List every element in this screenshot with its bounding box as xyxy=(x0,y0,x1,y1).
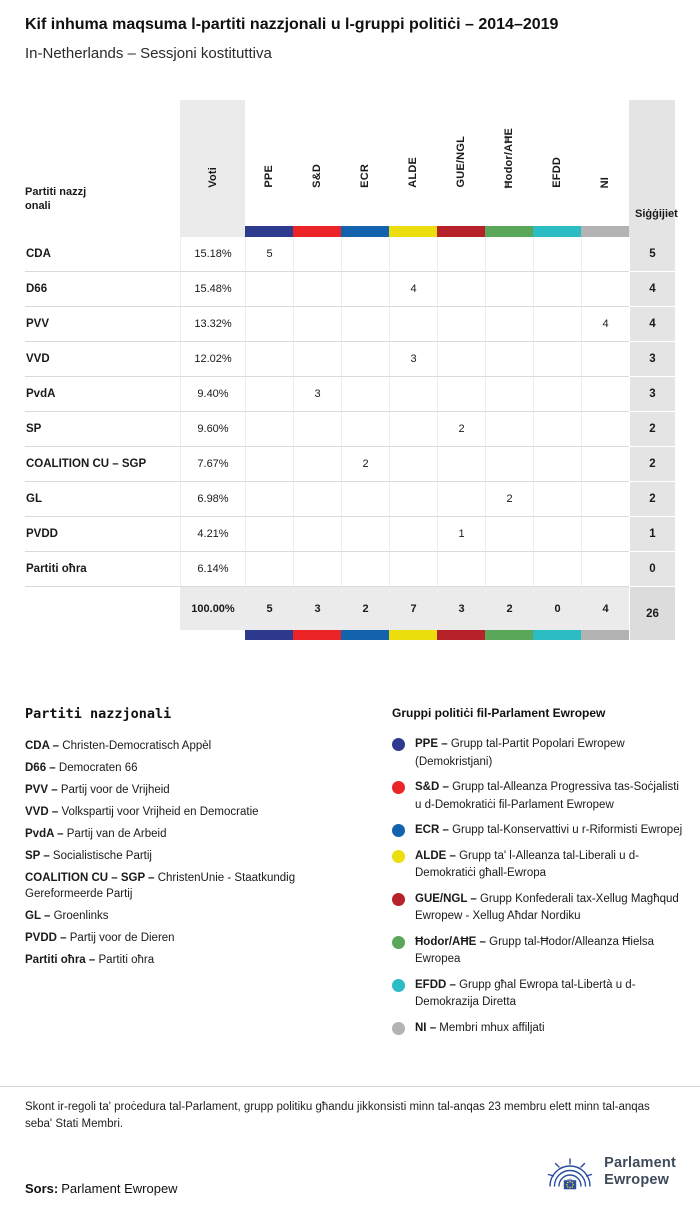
group-seats-cell xyxy=(293,482,341,517)
legend-party-item xyxy=(25,826,373,842)
group-seats-cell xyxy=(533,517,581,552)
group-seats-cell xyxy=(581,412,629,447)
legend-group-name: Membri mhux affiljati xyxy=(439,1021,545,1034)
table-row xyxy=(25,447,675,482)
group-color-bar xyxy=(485,226,533,237)
row-seats-total-cell: 5 xyxy=(629,237,675,272)
group-column-header xyxy=(533,100,581,237)
group-seats-cell xyxy=(437,342,485,377)
group-seats-cell: 4 xyxy=(581,307,629,342)
group-seats-cell xyxy=(341,342,389,377)
parliament-logo-mark xyxy=(544,1150,596,1194)
legend-party-abbr: PvdA – xyxy=(25,828,67,840)
group-column-header-label: GUE/NGL xyxy=(455,136,467,188)
party-name-cell: PVDD xyxy=(25,517,180,552)
legend-group-abbr: S&D – xyxy=(415,781,453,793)
votes-cell: 15.18% xyxy=(180,237,245,272)
group-seats-cell xyxy=(485,307,533,342)
party-name-cell: SP xyxy=(25,412,180,447)
group-seats-cell xyxy=(581,237,629,272)
group-color-dot xyxy=(392,824,405,837)
group-seats-cell xyxy=(341,377,389,412)
group-color-bar-bottom xyxy=(437,630,485,640)
legend-party-abbr: GL – xyxy=(25,910,54,922)
national-parties-legend xyxy=(25,706,373,974)
table-row xyxy=(25,342,675,377)
group-seats-cell xyxy=(245,342,293,377)
group-seats-cell xyxy=(437,272,485,307)
table-row xyxy=(25,307,675,342)
group-seats-cell xyxy=(245,482,293,517)
legend-group-text xyxy=(415,977,684,1012)
group-color-dot xyxy=(392,936,405,949)
legend-party-name: Volkspartij voor Vrijheid en Democratie xyxy=(61,806,259,818)
legend-group-item xyxy=(392,977,684,1012)
group-column-header xyxy=(485,100,533,237)
group-seats-cell xyxy=(293,342,341,377)
group-seats-cell xyxy=(485,272,533,307)
page-subtitle: In-Netherlands – Sessjoni kostituttiva xyxy=(25,45,272,62)
group-color-bar xyxy=(341,226,389,237)
group-column-header-label: EFDD xyxy=(551,157,563,188)
group-color-bar-bottom xyxy=(533,630,581,640)
group-seats-cell xyxy=(293,447,341,482)
row-seats-total-cell: 4 xyxy=(629,272,675,307)
votes-cell: 12.02% xyxy=(180,342,245,377)
row-seats-total-cell: 3 xyxy=(629,342,675,377)
group-seats-cell xyxy=(245,307,293,342)
group-column-header-label: ALDE xyxy=(407,157,419,188)
group-seats-cell xyxy=(437,447,485,482)
legend-party-name: Democraten 66 xyxy=(58,762,138,774)
legend-group-name: Grupp għal Ewropa tal-Libertà u d-Demokrazija Diretta xyxy=(415,978,636,1008)
party-name-cell: GL xyxy=(25,482,180,517)
legend-group-item xyxy=(392,1020,684,1038)
legend-party-abbr: PVV – xyxy=(25,784,61,796)
group-seats-cell xyxy=(485,342,533,377)
row-seats-total-cell: 1 xyxy=(629,517,675,552)
group-seats-cell: 5 xyxy=(245,237,293,272)
legend-group-item xyxy=(392,891,684,926)
legend-party-abbr: VVD – xyxy=(25,806,62,818)
legend-group-abbr: GUE/NGL – xyxy=(415,892,480,905)
group-color-bar xyxy=(389,226,437,237)
row-seats-total-cell: 2 xyxy=(629,447,675,482)
legend-party-item xyxy=(25,930,373,946)
legend-party-abbr: COALITION CU – SGP – xyxy=(25,872,158,884)
source-line xyxy=(25,1181,178,1196)
group-seats-cell xyxy=(485,447,533,482)
source-label: Sors: xyxy=(25,1181,59,1196)
group-color-bar xyxy=(245,226,293,237)
legend-group-item xyxy=(392,822,684,840)
table-row xyxy=(25,482,675,517)
legend-party-name: Partiti oħra xyxy=(98,954,155,966)
legend-party-item xyxy=(25,760,373,776)
party-column-header-label: Partiti nazzjonali xyxy=(25,186,87,212)
total-group-seats-cell: 3 xyxy=(437,587,485,630)
seats-column-header xyxy=(629,100,678,237)
total-group-seats-cell: 7 xyxy=(389,587,437,630)
group-column-header xyxy=(341,100,389,237)
group-seats-cell xyxy=(389,237,437,272)
group-column-header xyxy=(389,100,437,237)
group-color-bar-bottom xyxy=(245,630,293,640)
total-group-seats-cell: 3 xyxy=(293,587,341,630)
group-seats-cell xyxy=(245,377,293,412)
votes-cell: 6.98% xyxy=(180,482,245,517)
group-seats-cell: 2 xyxy=(485,482,533,517)
group-column-header-label: NI xyxy=(599,176,611,188)
legend-party-item xyxy=(25,952,373,968)
legend-group-name: Grupp tal-Alleanza Progressiva tas-Soċjalisti u d-Demokratiċi fil-Parlament Ewropew xyxy=(415,781,679,811)
legend-group-text xyxy=(415,736,684,771)
group-color-bar xyxy=(437,226,485,237)
group-seats-cell xyxy=(293,552,341,587)
group-seats-cell xyxy=(533,272,581,307)
group-seats-cell xyxy=(341,412,389,447)
group-seats-cell xyxy=(437,482,485,517)
group-seats-cell xyxy=(389,307,437,342)
group-seats-cell xyxy=(533,237,581,272)
legend-group-item xyxy=(392,736,684,771)
table-body xyxy=(25,237,675,587)
legend-party-abbr: D66 – xyxy=(25,762,59,774)
group-seats-cell xyxy=(533,447,581,482)
total-group-seats-cell: 0 xyxy=(533,587,581,630)
group-seats-cell xyxy=(341,482,389,517)
group-seats-cell xyxy=(245,272,293,307)
political-groups-legend-title: Gruppi politiċi fil-Parlament Ewropew xyxy=(392,706,606,720)
legend-group-text xyxy=(415,891,684,926)
row-seats-total-cell: 3 xyxy=(629,377,675,412)
group-seats-cell xyxy=(533,412,581,447)
group-color-dot xyxy=(392,979,405,992)
group-color-dot xyxy=(392,893,405,906)
legend-party-abbr: PVDD – xyxy=(25,932,70,944)
legend-group-abbr: EFDD – xyxy=(415,978,460,991)
group-seats-cell xyxy=(341,237,389,272)
group-seats-cell xyxy=(485,377,533,412)
group-seats-cell xyxy=(485,552,533,587)
group-seats-cell xyxy=(389,482,437,517)
group-seats-cell xyxy=(245,552,293,587)
group-column-header xyxy=(581,100,629,237)
group-seats-cell xyxy=(245,517,293,552)
votes-column-header-label: Voti xyxy=(206,167,219,188)
votes-cell: 9.40% xyxy=(180,377,245,412)
group-seats-cell xyxy=(293,237,341,272)
legend-group-name: Grupp Konfederali tax-Xellug Magħqud Ewropew - Xellug Aħdar Nordiku xyxy=(415,892,679,922)
group-seats-cell xyxy=(533,342,581,377)
votes-cell: 6.14% xyxy=(180,552,245,587)
source-value: Parlament Ewropew xyxy=(61,1181,178,1196)
legend-group-text xyxy=(415,779,684,814)
group-seats-cell: 3 xyxy=(293,377,341,412)
votes-cell: 15.48% xyxy=(180,272,245,307)
group-column-header xyxy=(437,100,485,237)
group-seats-cell xyxy=(581,272,629,307)
group-seats-cell xyxy=(581,447,629,482)
legend-party-abbr: SP – xyxy=(25,850,53,862)
row-seats-total-cell: 2 xyxy=(629,482,675,517)
party-name-cell: D66 xyxy=(25,272,180,307)
legend-party-name: Christen-Democratisch Appèl xyxy=(62,740,212,752)
group-seats-cell xyxy=(533,307,581,342)
group-seats-cell xyxy=(581,552,629,587)
table-row xyxy=(25,412,675,447)
legend-group-name: Grupp tal-Partit Popolari Ewropew (Demokristjani) xyxy=(415,738,625,768)
group-seats-cell xyxy=(581,342,629,377)
legend-party-abbr: CDA – xyxy=(25,740,63,752)
group-seats-cell xyxy=(485,517,533,552)
legend-group-text xyxy=(415,848,684,883)
results-table xyxy=(25,100,678,640)
group-seats-cell xyxy=(485,412,533,447)
total-votes-cell: 100.00% xyxy=(180,587,245,630)
group-seats-cell xyxy=(389,377,437,412)
group-color-dot xyxy=(392,738,405,751)
legend-party-name: Partij van de Arbeid xyxy=(66,828,167,840)
group-color-bar xyxy=(293,226,341,237)
legend-party-item xyxy=(25,908,373,924)
legend-party-name: Groenlinks xyxy=(53,910,109,922)
legend-party-name: Socialistische Partij xyxy=(52,850,152,862)
group-seats-cell xyxy=(389,412,437,447)
group-seats-cell xyxy=(437,237,485,272)
votes-cell: 13.32% xyxy=(180,307,245,342)
group-seats-cell xyxy=(389,517,437,552)
group-seats-cell xyxy=(437,307,485,342)
legend-group-item xyxy=(392,934,684,969)
political-groups-legend xyxy=(392,706,684,1045)
total-group-seats-cell: 2 xyxy=(485,587,533,630)
group-column-header-label: Ħodor/AĦE xyxy=(503,127,515,188)
legend-party-item xyxy=(25,782,373,798)
row-seats-total-cell: 4 xyxy=(629,307,675,342)
legend-group-text xyxy=(415,934,684,969)
national-parties-legend-title: Partiti nazzjonali xyxy=(25,706,172,722)
group-seats-cell: 2 xyxy=(437,412,485,447)
group-seats-cell xyxy=(485,237,533,272)
legend-party-item xyxy=(25,804,373,820)
legend-group-text xyxy=(415,822,682,840)
group-column-header xyxy=(245,100,293,237)
group-seats-cell xyxy=(245,447,293,482)
table-total-row xyxy=(25,587,675,640)
footer-divider xyxy=(0,1086,700,1087)
group-seats-cell xyxy=(533,552,581,587)
group-color-dot xyxy=(392,781,405,794)
footnote: Skont ir-regoli ta' proċedura tal-Parlament, grupp politiku għandu jikkonsisti minn tal-anqas 23 membru elett minn tal-anqas seba' Stati Membri. xyxy=(25,1101,650,1130)
row-seats-total-cell: 2 xyxy=(629,412,675,447)
group-color-bar-bottom xyxy=(293,630,341,640)
legend-group-abbr: PPE – xyxy=(415,738,451,750)
row-seats-total-cell: 0 xyxy=(629,552,675,587)
logo-line1: Parlament xyxy=(604,1155,676,1171)
total-group-seats-cell: 2 xyxy=(341,587,389,630)
legend-group-name: Grupp ta' l-Alleanza tal-Liberali u d-Demokratiċi għall-Ewropa xyxy=(415,849,639,879)
table-header-row xyxy=(25,100,678,237)
votes-cell: 7.67% xyxy=(180,447,245,482)
group-column-header-label: PPE xyxy=(263,165,275,188)
group-color-bar-bottom xyxy=(389,630,437,640)
legend-party-name: Partij voor de Vrijheid xyxy=(60,784,170,796)
table-row xyxy=(25,272,675,307)
group-seats-cell xyxy=(341,272,389,307)
legend-party-abbr: Partiti oħra – xyxy=(25,954,99,966)
legend-group-text xyxy=(415,1020,545,1038)
group-color-dot xyxy=(392,850,405,863)
legend-group-item xyxy=(392,779,684,814)
party-name-cell: VVD xyxy=(25,342,180,377)
group-seats-cell xyxy=(341,517,389,552)
logo-line2: Ewropew xyxy=(604,1172,670,1188)
legend-group-name: Grupp tal-Ħodor/Alleanza Ħielsa Ewropea xyxy=(415,935,655,965)
political-groups-legend-list xyxy=(392,736,684,1037)
group-seats-cell xyxy=(293,272,341,307)
group-column-header xyxy=(293,100,341,237)
group-color-bar xyxy=(581,226,629,237)
votes-cell: 9.60% xyxy=(180,412,245,447)
total-row-empty-cell xyxy=(25,587,180,630)
legend-party-item xyxy=(25,848,373,864)
page-title: Kif inhuma maqsuma l-partiti nazzjonali u l-gruppi politiċi – 2014–2019 xyxy=(25,16,559,33)
total-group-seats-cell: 4 xyxy=(581,587,629,630)
group-seats-cell xyxy=(245,412,293,447)
group-seats-cell xyxy=(293,307,341,342)
group-color-bar-bottom xyxy=(485,630,533,640)
legend-party-name: Partij voor de Dieren xyxy=(69,932,175,944)
party-name-cell: CDA xyxy=(25,237,180,272)
legend-group-abbr: ECR – xyxy=(415,824,453,836)
group-seats-cell: 2 xyxy=(341,447,389,482)
legend-party-item xyxy=(25,870,373,902)
group-seats-cell xyxy=(437,377,485,412)
party-name-cell: COALITION CU – SGP xyxy=(25,447,180,482)
group-seats-cell xyxy=(293,517,341,552)
group-seats-cell xyxy=(581,482,629,517)
group-seats-cell xyxy=(389,552,437,587)
votes-cell: 4.21% xyxy=(180,517,245,552)
legend-party-item xyxy=(25,738,373,754)
parliament-logo xyxy=(544,1150,676,1194)
party-name-cell: Partiti oħra xyxy=(25,552,180,587)
group-seats-cell: 1 xyxy=(437,517,485,552)
group-color-dot xyxy=(392,1022,405,1035)
votes-column-header xyxy=(180,100,245,237)
table-row xyxy=(25,377,675,412)
group-seats-cell xyxy=(581,377,629,412)
legend-group-item xyxy=(392,848,684,883)
party-name-cell: PVV xyxy=(25,307,180,342)
seats-column-header-label: Siġġijiet xyxy=(635,208,678,220)
group-seats-cell xyxy=(533,377,581,412)
legend-group-abbr: Ħodor/AĦE – xyxy=(415,935,490,948)
group-seats-cell xyxy=(341,307,389,342)
group-seats-cell: 3 xyxy=(389,342,437,377)
table-row xyxy=(25,237,675,272)
group-column-header-label: ECR xyxy=(359,164,371,188)
total-group-seats-cell: 5 xyxy=(245,587,293,630)
parliament-logo-text xyxy=(604,1155,676,1189)
group-seats-cell xyxy=(293,412,341,447)
group-seats-cell xyxy=(533,482,581,517)
grand-total-seats-cell: 26 xyxy=(629,587,675,640)
party-name-cell: PvdA xyxy=(25,377,180,412)
group-column-header-label: S&D xyxy=(311,164,323,188)
national-parties-legend-list xyxy=(25,738,373,968)
legend-group-abbr: ALDE – xyxy=(415,849,460,862)
legend-party-name: ChristenUnie - Staatkundig Gereformeerde Partij xyxy=(25,872,296,900)
table-row xyxy=(25,517,675,552)
group-color-bar-bottom xyxy=(341,630,389,640)
party-column-header xyxy=(25,100,180,237)
group-seats-cell xyxy=(581,517,629,552)
group-color-bar-bottom xyxy=(581,630,629,640)
group-seats-cell xyxy=(389,447,437,482)
group-seats-cell xyxy=(437,552,485,587)
legend-group-name: Grupp tal-Konservattivi u r-Riformisti Ewropej xyxy=(452,824,683,836)
group-seats-cell: 4 xyxy=(389,272,437,307)
group-seats-cell xyxy=(341,552,389,587)
table-row xyxy=(25,552,675,587)
group-color-bar xyxy=(533,226,581,237)
legend-group-abbr: NI – xyxy=(415,1021,440,1034)
